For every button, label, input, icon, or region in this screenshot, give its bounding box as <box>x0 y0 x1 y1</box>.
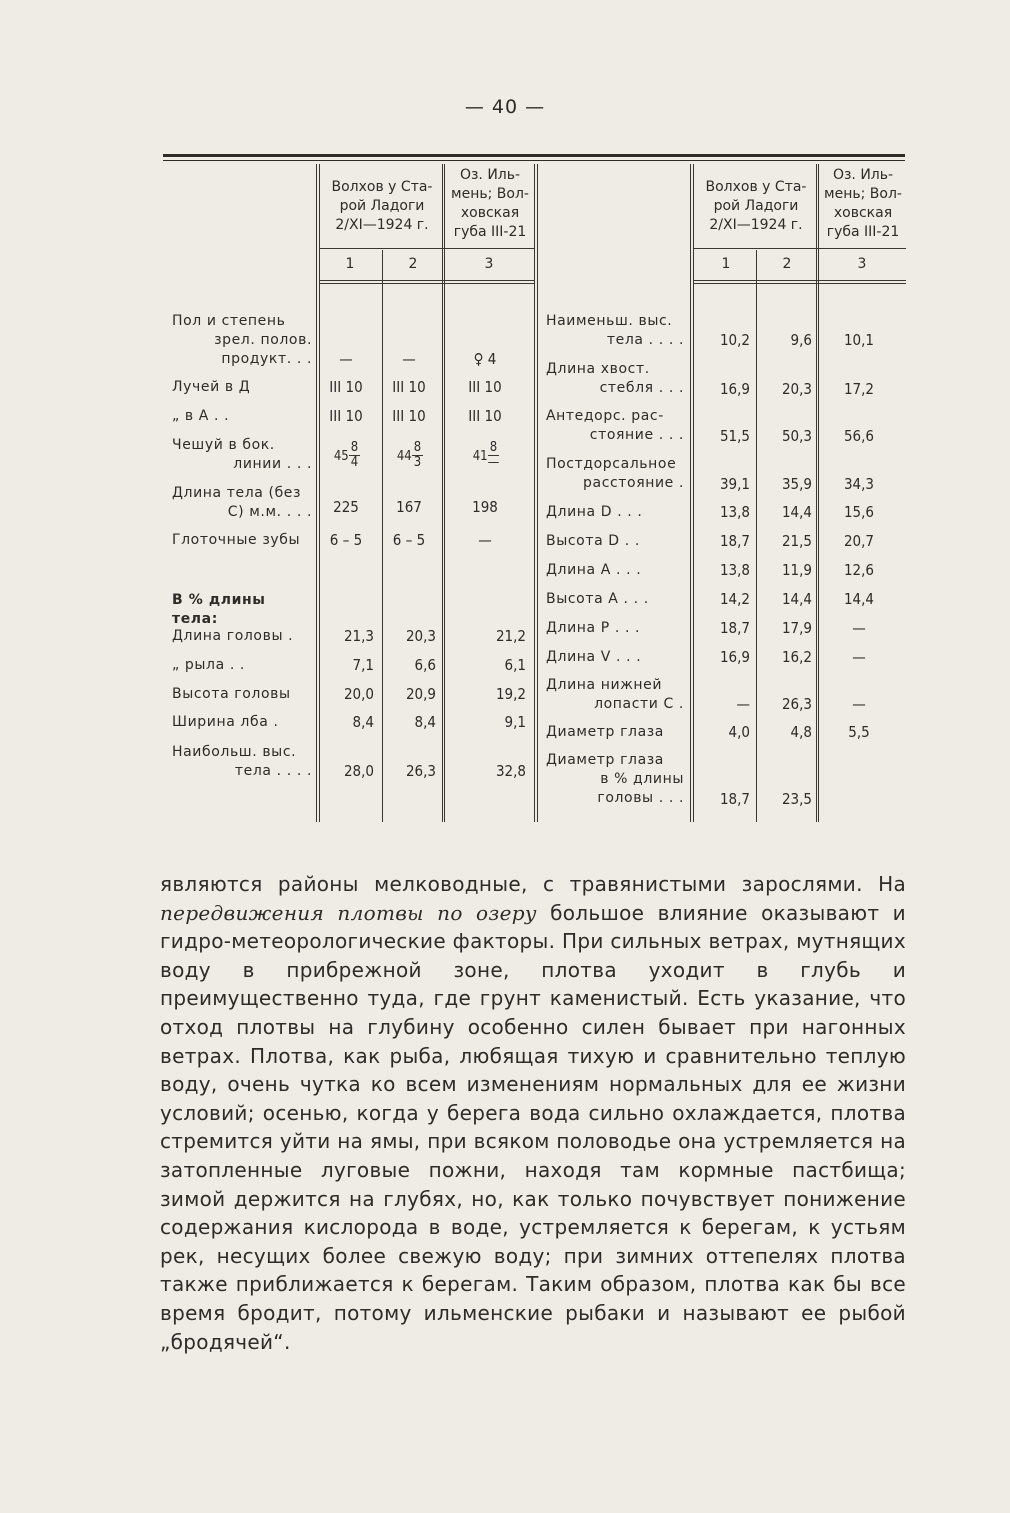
body-text-start: являются районы мелководные, с травянистыми зарослями. На <box>160 872 906 896</box>
right-row-2-v1: 51,5 <box>719 427 750 445</box>
right-row-0-v3: 10,1 <box>843 331 875 349</box>
right-row-label-line: Длина D . . . <box>546 504 643 520</box>
right-row-6-v1: 13,8 <box>719 561 750 579</box>
right-row-7-v1: 14,2 <box>719 590 750 608</box>
left-row-label-line: Пол и степень <box>172 313 286 329</box>
right-row-4-v2: 14,4 <box>781 503 812 521</box>
right-row-label-line: Наименьш. выс. <box>546 313 673 329</box>
left-row-0-v1: — <box>339 350 353 368</box>
right-row-label-line: Длина А . . . <box>546 562 642 578</box>
right-row-label-9 <box>546 648 684 667</box>
right-row-3-v1: 39,1 <box>719 475 750 493</box>
right-row-label-0 <box>546 312 684 350</box>
left-row-7-v1: 21,3 <box>343 627 374 645</box>
left-row-9-v1: 20,0 <box>343 685 374 703</box>
right-row-label-line: Антедорс. рас- <box>546 408 664 424</box>
right-hline-header <box>693 248 906 249</box>
right-col-header-2-line-3: губа III-21 <box>826 224 900 240</box>
left-row-5-v2: 6 – 5 <box>392 531 426 549</box>
scale-count-main: 44 <box>396 449 412 464</box>
right-row-5-v1: 18,7 <box>719 532 750 550</box>
left-col-header-2-line-0: Оз. Иль- <box>459 167 521 183</box>
right-row-label-2 <box>546 407 684 445</box>
left-hline-num2 <box>319 283 534 284</box>
right-row-label-3 <box>546 455 684 493</box>
left-row-label-3 <box>172 436 312 474</box>
right-row-10-v2: 26,3 <box>781 695 812 713</box>
right-row-6-v3: 12,6 <box>843 561 875 579</box>
left-row-8-v2: 6,6 <box>414 656 436 674</box>
left-row-label-line: Длина головы . <box>172 628 294 644</box>
scale-count-main: 45 <box>333 449 349 464</box>
right-row-8-v2: 17,9 <box>781 619 812 637</box>
right-row-label-line: Длина V . . . <box>546 649 642 665</box>
left-col-header-1-line-0: Волхов у Ста- <box>331 179 433 195</box>
left-col-number-2: 2 <box>408 256 418 272</box>
left-row-2-v3: III 10 <box>468 407 502 425</box>
right-row-label-1 <box>546 360 684 398</box>
left-vline-0 <box>316 164 317 822</box>
right-row-10-v1: — <box>736 695 750 713</box>
left-row-0-v3: ♀ 4 <box>473 350 497 368</box>
body-text-rest: большое влияние оказывают и гидро-метеорологические факторы. При сильных ветрах, мутнящих воду в прибрежной зоне, плотва уходит в глубь и преимущественно туда, где грунт каменистый. Есть указание, что отход плотвы на глубину особенно силен бывает при нагонных ветрах. Плотва, как рыба, любящая тихую и сравнительно теплую воду, очень чутка ко всем изменениям нормальных для ее жизни условий; осенью, когда у берега вода сильно охлаждается, плотва стремится уйти на ямы, при всяком половодье она устремляется на затопленные луговые пожни, находя там кормные пастбища; зимой держится на глубях, но, как только почувствует понижение содержания кислорода в воде, устремляется к берегам, к устьям рек, несущих более свежую воду; при зимних оттепелях плотва также приближается к берегам. Таким образом, плотва как бы все время бродит, потому ильменские рыбаки и называют ее рыбой „бродячей“. <box>160 900 906 1354</box>
right-row-9-v3: — <box>852 648 866 666</box>
left-row-label-11 <box>172 743 312 781</box>
right-row-6-v2: 11,9 <box>781 561 812 579</box>
left-row-label-0 <box>172 312 312 369</box>
right-row-5-v3: 20,7 <box>843 532 875 550</box>
right-row-4-v1: 13,8 <box>719 503 750 521</box>
left-row-label-line: линии . . . <box>233 456 312 472</box>
right-row-label-line: лопасти С . <box>594 696 684 712</box>
scale-count-fraction: $\frac{8}{4}$ <box>350 440 359 470</box>
left-row-8-v3: 6,1 <box>504 656 526 674</box>
right-row-11-v1: 4,0 <box>728 723 750 741</box>
right-row-12-v1: 18,7 <box>719 790 750 808</box>
left-row-1-v3: III 10 <box>468 378 502 396</box>
body-text-emphasis: передвижения плотвы по озеру <box>160 900 537 925</box>
right-row-2-v3: 56,6 <box>843 427 875 445</box>
left-row-label-9 <box>172 685 312 704</box>
left-row-11-v1: 28,0 <box>343 762 374 780</box>
right-row-label-7 <box>546 590 684 609</box>
left-row-3-col-1 <box>318 441 376 470</box>
left-row-label-line: Ширина лба . <box>172 714 279 730</box>
right-row-11-v3: 5,5 <box>848 723 870 741</box>
left-row-10-v1: 8,4 <box>352 713 374 731</box>
right-row-5-v2: 21,5 <box>781 532 812 550</box>
right-col-number-1: 1 <box>721 256 731 272</box>
right-vline-0b <box>693 164 694 822</box>
left-col-header-1-line-2: 2/XI—1924 г. <box>335 217 429 233</box>
left-hline-num <box>319 280 534 281</box>
right-vline-0 <box>690 164 691 822</box>
right-row-label-line: стояние . . . <box>589 427 684 443</box>
left-row-label-line: Чешуй в бок. <box>172 437 275 453</box>
right-row-11-v2: 4,8 <box>790 723 812 741</box>
right-row-label-line: Диаметр глаза <box>546 724 664 740</box>
right-row-label-line: Высота А . . . <box>546 591 649 607</box>
right-row-label-line: головы . . . <box>597 790 684 806</box>
right-row-9-v2: 16,2 <box>781 648 812 666</box>
left-row-label-line: Высота головы <box>172 686 291 702</box>
right-row-1-v1: 16,9 <box>719 380 750 398</box>
right-row-label-6 <box>546 561 684 580</box>
left-row-label-2 <box>172 407 312 426</box>
left-row-5-v3: — <box>478 531 492 549</box>
left-row-10-v3: 9,1 <box>504 713 526 731</box>
right-col-header-2-line-1: мень; Вол- <box>824 186 902 202</box>
left-row-8-v1: 7,1 <box>352 656 374 674</box>
right-row-12-v2: 23,5 <box>781 790 812 808</box>
left-row-label-line: В % длины тела: <box>172 592 266 627</box>
right-row-label-10 <box>546 676 684 714</box>
left-col-number-1: 1 <box>345 256 355 272</box>
right-row-label-12 <box>546 751 684 808</box>
right-row-0-v1: 10,2 <box>719 331 750 349</box>
left-row-label-line: С) м.м. . . . <box>227 504 312 520</box>
right-row-9-v1: 16,9 <box>719 648 750 666</box>
right-col-header-1-line-1: рой Ладоги <box>713 198 799 214</box>
left-row-9-v3: 19,2 <box>495 685 526 703</box>
right-row-label-line: Постдорсальное <box>546 456 677 472</box>
left-row-label-line: Длина тела (без <box>172 485 302 501</box>
left-row-label-line: тела . . . . <box>234 763 312 779</box>
left-row-label-10 <box>172 713 312 732</box>
left-row-label-line: зрел. полов. <box>214 332 312 348</box>
left-row-7-v2: 20,3 <box>405 627 436 645</box>
right-row-1-v3: 17,2 <box>843 380 875 398</box>
left-vline-3b <box>537 164 538 822</box>
left-row-label-line: „ рыла . . <box>172 657 245 673</box>
left-row-10-v2: 8,4 <box>414 713 436 731</box>
left-row-5-v1: 6 – 5 <box>329 531 363 549</box>
right-row-8-v1: 18,7 <box>719 619 750 637</box>
left-row-7-v3: 21,2 <box>495 627 526 645</box>
left-col-header-2-line-2: ховская <box>460 205 520 221</box>
left-row-9-v2: 20,9 <box>405 685 436 703</box>
page-number: — 40 — <box>464 96 546 118</box>
right-col-header-1-line-2: 2/XI—1924 г. <box>709 217 803 233</box>
right-row-label-line: Длина Р . . . <box>546 620 641 636</box>
right-col-header-2-line-0: Оз. Иль- <box>832 167 894 183</box>
right-row-label-line: расстояние . <box>583 475 684 491</box>
left-row-4-v1: 225 <box>333 498 359 516</box>
right-row-label-4 <box>546 503 684 522</box>
left-row-1-v1: III 10 <box>329 378 363 396</box>
right-col-number-2: 2 <box>782 256 792 272</box>
left-row-label-line: Лучей в Д <box>172 379 251 395</box>
left-row-2-v2: III 10 <box>392 407 426 425</box>
right-row-1-v2: 20,3 <box>781 380 812 398</box>
right-hline-num <box>693 280 906 281</box>
left-row-11-v3: 32,8 <box>495 762 526 780</box>
scale-count-main: 41 <box>472 449 488 464</box>
right-row-3-v2: 35,9 <box>781 475 812 493</box>
left-col-header-2-line-1: мень; Вол- <box>451 186 529 202</box>
left-row-label-7 <box>172 627 312 646</box>
left-row-label-line: Глоточные зубы <box>172 532 301 548</box>
right-row-7-v2: 14,4 <box>781 590 812 608</box>
body-paragraph <box>160 870 906 1356</box>
right-col-header-2-line-2: ховская <box>833 205 893 221</box>
left-col-header-2-line-3: губа III-21 <box>453 224 527 240</box>
left-row-label-1 <box>172 378 312 397</box>
left-row-label-line: продукт. . . <box>221 351 312 367</box>
right-row-10-v3: — <box>852 695 866 713</box>
left-row-label-5 <box>172 531 312 550</box>
left-row-label-6 <box>172 591 312 629</box>
left-row-3-col-2 <box>382 441 438 470</box>
right-row-7-v3: 14,4 <box>843 590 875 608</box>
left-row-1-v2: III 10 <box>392 378 426 396</box>
left-row-3-col-3 <box>444 441 528 470</box>
right-row-3-v3: 34,3 <box>843 475 875 493</box>
left-row-label-line: Наибольш. выс. <box>172 744 297 760</box>
left-row-label-4 <box>172 484 312 522</box>
right-row-label-11 <box>546 723 684 742</box>
left-row-4-v2: 167 <box>396 498 422 516</box>
right-row-0-v2: 9,6 <box>790 331 812 349</box>
left-row-4-v3: 198 <box>472 498 498 516</box>
left-row-0-v2: — <box>402 350 416 368</box>
right-row-label-line: Высота D . . <box>546 533 640 549</box>
scale-count-fraction: $\frac{8}{3}$ <box>413 440 422 470</box>
left-vline-3 <box>534 164 535 822</box>
left-hline-header <box>319 248 534 249</box>
scale-count-fraction: $\frac{8}{—}$ <box>487 440 500 470</box>
left-row-label-8 <box>172 656 312 675</box>
right-row-2-v2: 50,3 <box>781 427 812 445</box>
left-row-2-v1: III 10 <box>329 407 363 425</box>
left-row-label-line: „ в А . . <box>172 408 230 424</box>
right-row-label-line: стебля . . . <box>599 380 684 396</box>
right-row-label-8 <box>546 619 684 638</box>
right-row-label-line: Длина нижней <box>546 677 663 693</box>
left-row-11-v2: 26,3 <box>405 762 436 780</box>
right-row-label-line: в % длины <box>600 771 684 787</box>
right-row-label-line: Диаметр глаза <box>546 752 664 768</box>
right-row-label-line: тела . . . . <box>606 332 684 348</box>
right-row-4-v3: 15,6 <box>843 503 875 521</box>
right-hline-num2 <box>693 283 906 284</box>
right-row-8-v3: — <box>852 619 866 637</box>
left-col-number-3: 3 <box>484 256 494 272</box>
right-col-header-1-line-0: Волхов у Ста- <box>705 179 807 195</box>
right-row-label-5 <box>546 532 684 551</box>
right-col-number-3: 3 <box>857 256 867 272</box>
left-col-header-1-line-1: рой Ладоги <box>339 198 425 214</box>
right-row-label-line: Длина хвост. <box>546 361 650 377</box>
